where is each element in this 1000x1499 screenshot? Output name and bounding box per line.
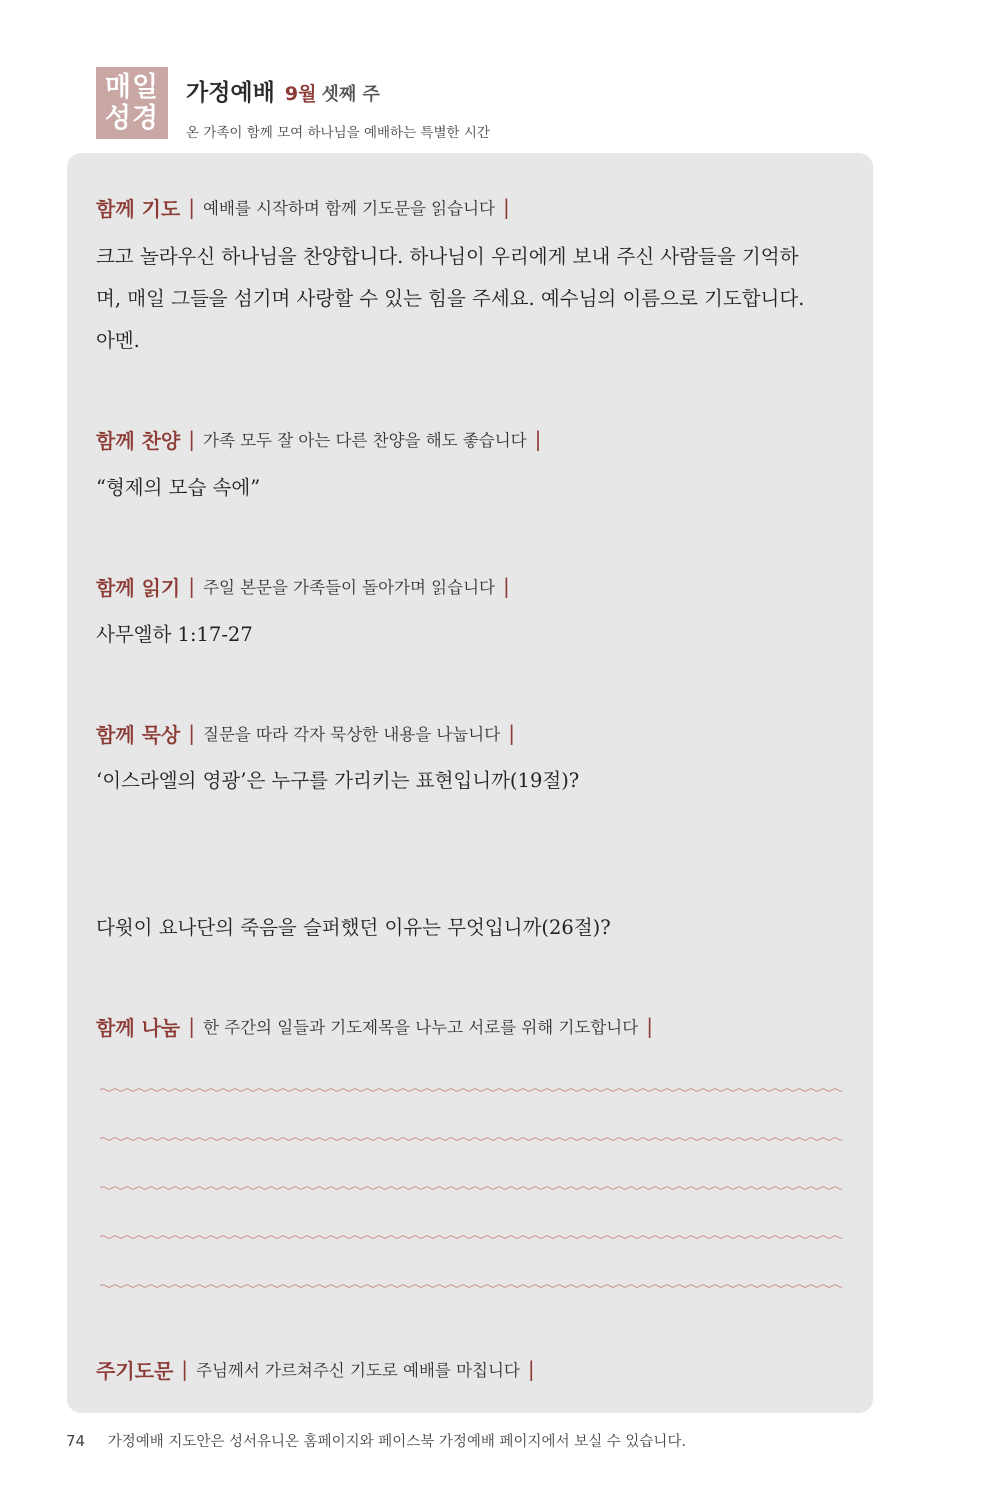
separator-bar: | xyxy=(188,195,195,219)
writing-line xyxy=(100,1281,842,1291)
section-label: 함께 기도 xyxy=(96,196,181,221)
writing-line xyxy=(100,1134,842,1144)
page-subtitle: 온 가족이 함께 모여 하나님을 예배하는 특별한 시간 xyxy=(186,125,490,141)
section-label: 함께 묵상 xyxy=(96,722,181,747)
prayer-line: 아멘. xyxy=(96,329,140,352)
section-desc: 가족 모두 잘 아는 다른 찬양을 해도 좋습니다 xyxy=(203,431,527,450)
section-sharing-heading xyxy=(96,1011,661,1041)
separator-bar: | xyxy=(527,1357,535,1381)
section-reading-heading xyxy=(96,571,518,601)
writing-line xyxy=(100,1232,842,1242)
logo-line1: 매일 xyxy=(104,72,160,103)
separator-bar: | xyxy=(502,574,510,598)
section-label: 주기도문 xyxy=(96,1358,174,1383)
separator-bar: | xyxy=(188,574,195,598)
section-label: 함께 나눔 xyxy=(96,1015,181,1040)
title-month: 9월 xyxy=(284,83,317,105)
separator-bar: | xyxy=(534,427,542,451)
meditation-question-1: ‘이스라엘의 영광’은 누구를 가리키는 표현입니까(19절)? xyxy=(96,769,580,792)
page-title xyxy=(186,74,380,108)
prayer-text xyxy=(96,236,846,362)
section-prayer-heading xyxy=(96,192,518,222)
section-label: 함께 읽기 xyxy=(96,575,181,600)
separator-bar: | xyxy=(646,1014,653,1038)
section-meditation-heading xyxy=(96,718,523,748)
footer-note: 가정예배 지도안은 성서유니온 홈페이지와 페이스북 가정예배 페이지에서 보실 수 있습니다. xyxy=(107,1434,687,1450)
separator-bar: | xyxy=(181,1357,189,1381)
title-text: 가정예배 xyxy=(186,80,275,106)
separator-bar: | xyxy=(508,721,515,745)
magazine-logo xyxy=(96,67,168,139)
section-praise-heading xyxy=(96,424,549,454)
praise-song-title: “형제의 모습 속에” xyxy=(96,476,261,499)
separator-bar: | xyxy=(188,1014,195,1038)
separator-bar: | xyxy=(188,427,195,451)
section-desc: 주님께서 가르쳐주신 기도로 예배를 마칩니다 xyxy=(196,1361,520,1380)
meditation-question-2: 다윗이 요나단의 죽음을 슬퍼했던 이유는 무엇입니까(26절)? xyxy=(96,916,611,939)
reading-passage: 사무엘하 1:17-27 xyxy=(96,623,253,646)
logo-line2: 성경 xyxy=(104,103,160,134)
prayer-line: 크고 놀라우신 하나님을 찬양합니다. 하나님이 우리에게 보내 주신 사람들을 기억하 xyxy=(96,245,799,268)
section-desc: 한 주간의 일들과 기도제목을 나누고 서로를 위해 기도합니다 xyxy=(203,1018,639,1037)
separator-bar: | xyxy=(188,721,195,745)
section-closing-heading xyxy=(96,1354,543,1384)
title-week: 셋째 주 xyxy=(321,84,380,105)
section-desc: 주일 본문을 가족들이 돌아가며 읽습니다 xyxy=(203,578,495,597)
writing-line xyxy=(100,1085,842,1095)
section-desc: 질문을 따라 각자 묵상한 내용을 나눕니다 xyxy=(203,725,501,744)
section-desc: 예배를 시작하며 함께 기도문을 읽습니다 xyxy=(203,199,495,218)
prayer-line: 며, 매일 그들을 섬기며 사랑할 수 있는 힘을 주세요. 예수님의 이름으로 기도합니다. xyxy=(96,287,805,310)
section-label: 함께 찬양 xyxy=(96,428,181,453)
page-footer xyxy=(66,1430,686,1451)
page-number: 74 xyxy=(66,1432,86,1450)
separator-bar: | xyxy=(502,195,510,219)
writing-line xyxy=(100,1183,842,1193)
